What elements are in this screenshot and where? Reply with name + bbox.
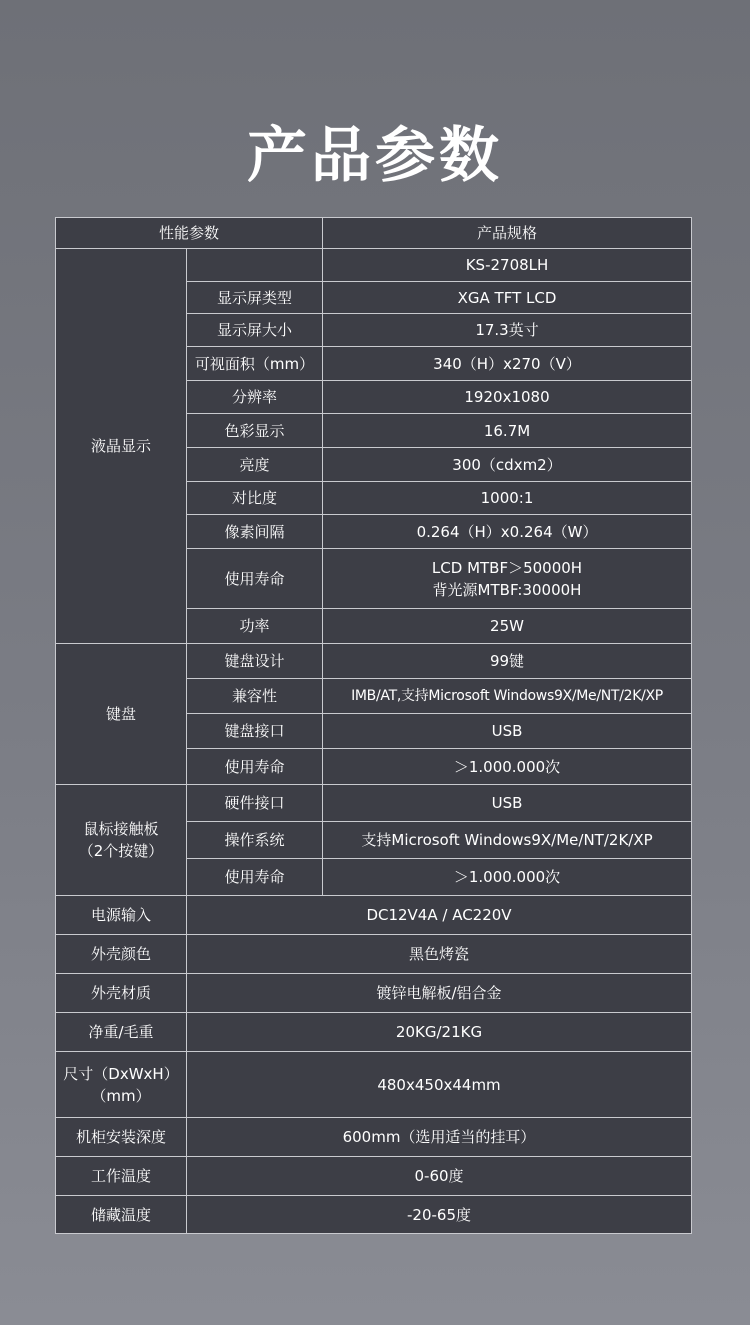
row-label: 键盘设计 (187, 644, 323, 679)
row-value: -20-65度 (187, 1196, 692, 1234)
group-touchpad (56, 785, 187, 896)
row-value-line: LCD MTBF＞50000H (431, 558, 583, 577)
row-label: 硬件接口 (187, 785, 323, 822)
row-label: 外壳材质 (56, 974, 187, 1013)
row-value: ＞1.000.000次 (323, 859, 692, 896)
row-value-line: 背光源MTBF:30000H (432, 580, 582, 599)
table-row (56, 785, 692, 822)
header-spec: 产品规格 (323, 218, 692, 249)
row-label: 显示屏类型 (187, 282, 323, 314)
row-label: 显示屏大小 (187, 314, 323, 347)
row-value: 镀锌电解板/铝合金 (187, 974, 692, 1013)
row-value: USB (323, 714, 692, 749)
row-value: USB (323, 785, 692, 822)
row-value: 16.7M (323, 414, 692, 448)
row-label: 外壳颜色 (56, 935, 187, 974)
row-label: 色彩显示 (187, 414, 323, 448)
row-label-line: （mm） (91, 1086, 151, 1105)
row-value: 1920x1080 (323, 381, 692, 414)
row-value: 480x450x44mm (187, 1052, 692, 1118)
row-label: 使用寿命 (187, 549, 323, 609)
row-value (323, 549, 692, 609)
row-label: 使用寿命 (187, 859, 323, 896)
row-label: 像素间隔 (187, 515, 323, 549)
row-value: 0-60度 (187, 1157, 692, 1196)
spec-table (55, 217, 692, 1234)
row-value: 黑色烤瓷 (187, 935, 692, 974)
group-lcd: 液晶显示 (56, 249, 187, 644)
row-value: 支持Microsoft Windows9X/Me/NT/2K/XP (323, 822, 692, 859)
table-row (56, 935, 692, 974)
table-row (56, 974, 692, 1013)
table-row (56, 1013, 692, 1052)
row-label: 使用寿命 (187, 749, 323, 785)
row-label: 电源输入 (56, 896, 187, 935)
table-row (56, 1052, 692, 1118)
row-value: XGA TFT LCD (323, 282, 692, 314)
row-label (56, 1052, 187, 1118)
row-value: 17.3英寸 (323, 314, 692, 347)
row-label: 键盘接口 (187, 714, 323, 749)
table-row (56, 1196, 692, 1234)
row-label: 储藏温度 (56, 1196, 187, 1234)
row-label: 兼容性 (187, 679, 323, 714)
row-label: 对比度 (187, 482, 323, 515)
group-touchpad-name: 鼠标接触板 (83, 820, 159, 838)
row-label: 亮度 (187, 448, 323, 482)
row-label: 净重/毛重 (56, 1013, 187, 1052)
table-row (56, 644, 692, 679)
table-row (56, 896, 692, 935)
row-label-line: 尺寸（DxWxH） (63, 1064, 179, 1083)
page-title: 产品参数 (247, 121, 503, 191)
row-label: 工作温度 (56, 1157, 187, 1196)
row-value: DC12V4A / AC220V (187, 896, 692, 935)
row-value: IMB/AT,支持Microsoft Windows9X/Me/NT/2K/XP (323, 679, 692, 714)
row-label: 可视面积（mm） (187, 347, 323, 381)
table-row (56, 249, 692, 282)
row-value: ＞1.000.000次 (323, 749, 692, 785)
row-value: 20KG/21KG (187, 1013, 692, 1052)
header-performance: 性能参数 (56, 218, 323, 249)
table-row (56, 1157, 692, 1196)
row-value: 1000:1 (323, 482, 692, 515)
row-value: KS-2708LH (323, 249, 692, 282)
row-value: 99键 (323, 644, 692, 679)
row-label: 分辨率 (187, 381, 323, 414)
row-value: 0.264（H）x0.264（W） (323, 515, 692, 549)
table-header-row (56, 218, 692, 249)
table-row (56, 1118, 692, 1157)
row-value: 340（H）x270（V） (323, 347, 692, 381)
row-value: 25W (323, 609, 692, 644)
row-label: 操作系统 (187, 822, 323, 859)
group-keyboard: 键盘 (56, 644, 187, 785)
row-label: 机柜安装深度 (56, 1118, 187, 1157)
row-label: 功率 (187, 609, 323, 644)
row-value: 300（cdxm2） (323, 448, 692, 482)
row-value: 600mm（选用适当的挂耳） (187, 1118, 692, 1157)
group-touchpad-subname: （2个按键） (78, 842, 164, 860)
row-label (187, 249, 323, 282)
